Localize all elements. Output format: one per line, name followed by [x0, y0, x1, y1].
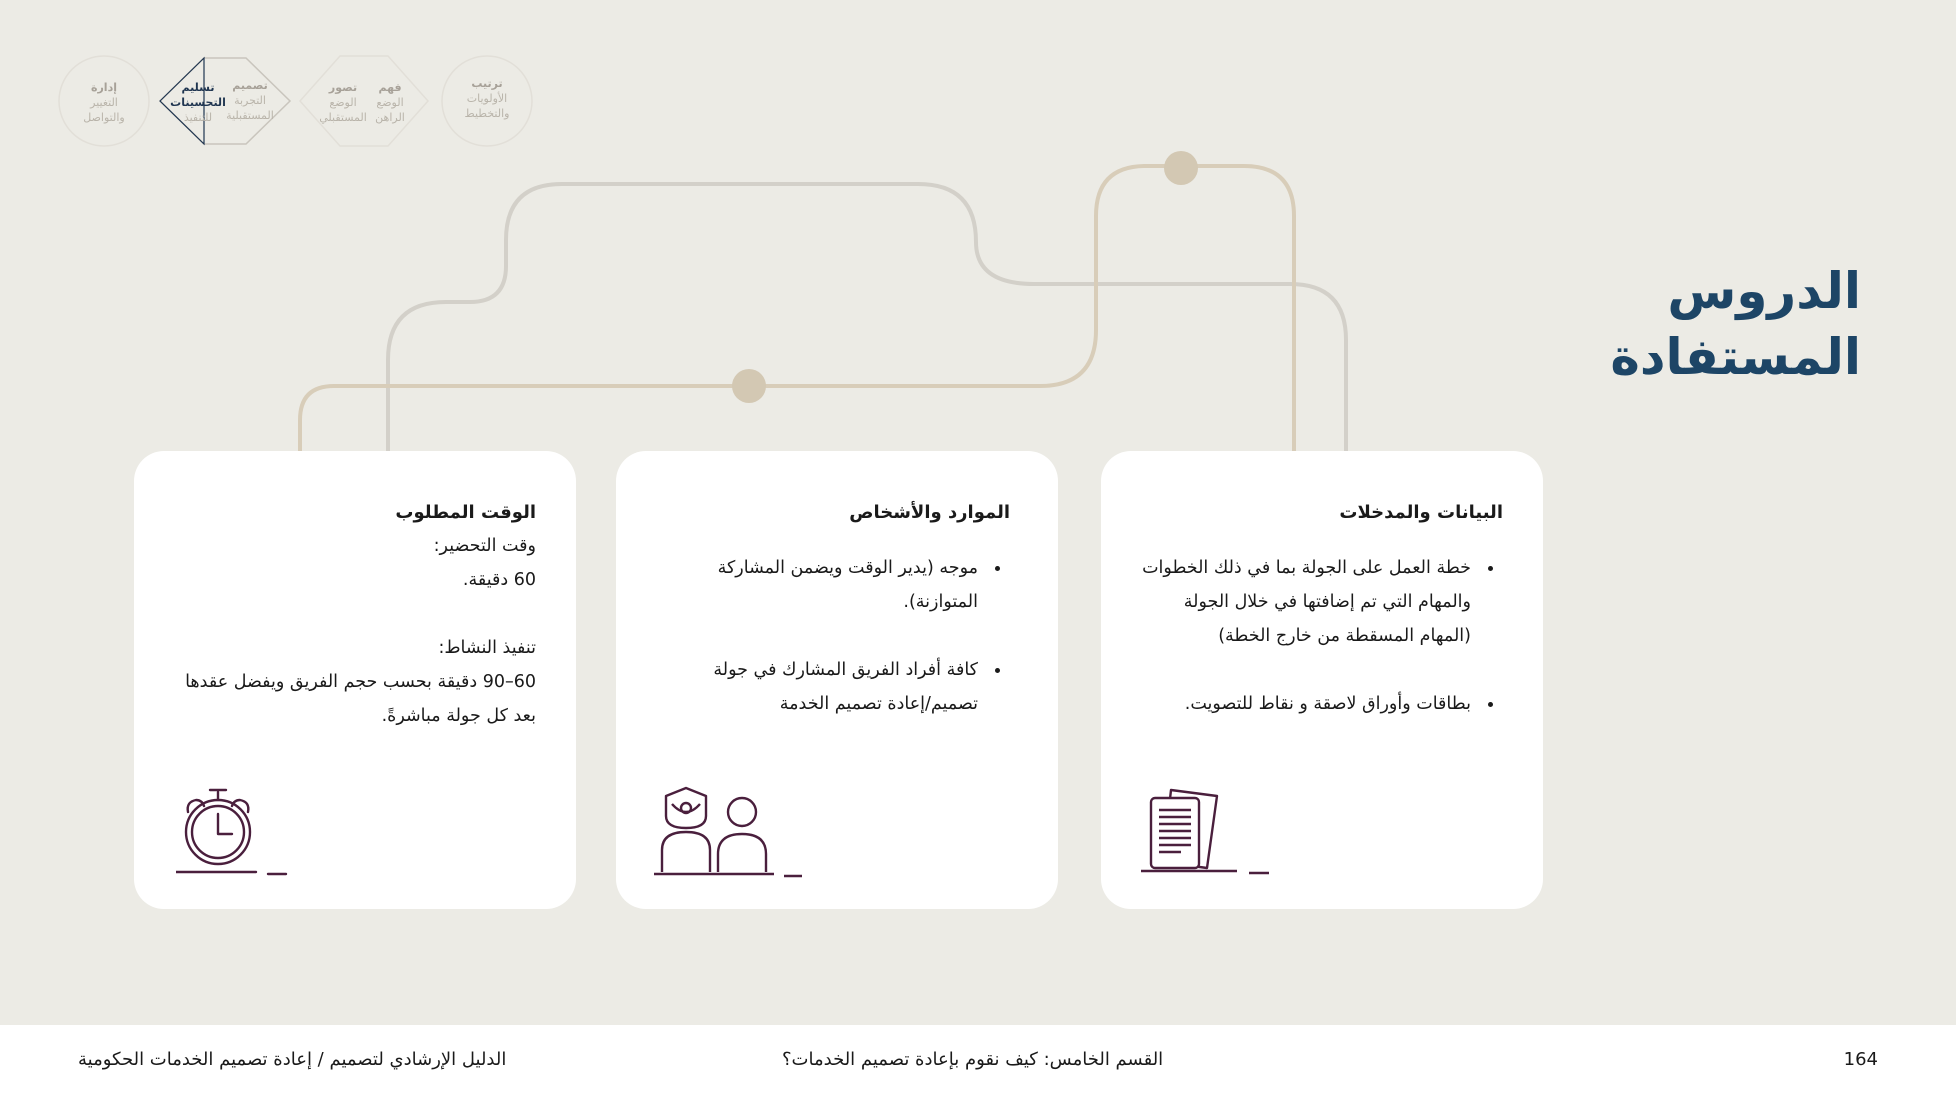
footer	[0, 1025, 1956, 1100]
footer-guide-title: الدليل الإرشادي لتصميم / إعادة تصميم الخدمات الحكومية	[78, 1049, 507, 1070]
card-data-inputs	[1101, 451, 1543, 909]
card-list	[1141, 551, 1503, 721]
grey-connector	[388, 184, 1346, 451]
prep-value: 60 دقيقة.	[462, 570, 536, 590]
documents-icon	[1141, 784, 1281, 879]
list-item: موجه (يدير الوقت ويضمن المشاركة المتوازنة).	[656, 551, 978, 619]
exec-value: 60–90 دقيقة بحسب حجم الفريق ويفضل عقدها بعد كل جولة مباشرةً.	[185, 672, 536, 726]
list-item: كافة أفراد الفريق المشارك في جولة تصميم/إعادة تصميم الخدمة	[656, 653, 978, 721]
nav-step-deliver[interactable]: تسليم التحسينات للتنفيذ	[170, 81, 226, 124]
card-list	[656, 551, 1010, 721]
card-title: الموارد والأشخاص	[849, 502, 1010, 523]
footer-section-title: القسم الخامس: كيف نقوم بإعادة تصميم الخدمات؟	[782, 1049, 1164, 1070]
card-title: البيانات والمدخلات	[1339, 502, 1503, 523]
card-title: الوقت المطلوب	[395, 502, 536, 523]
connector-dot	[1164, 151, 1198, 185]
nav-step-envision[interactable]: تصور الوضع المستقبلي	[319, 81, 367, 124]
page-title: الدروس المستفادة	[1610, 262, 1861, 386]
people-icon	[654, 784, 804, 879]
exec-label: تنفيذ النشاط:	[438, 638, 536, 658]
card-time-required	[134, 451, 576, 909]
list-item: بطاقات وأوراق لاصقة و نقاط للتصويت.	[1141, 687, 1471, 721]
card-resources-people	[616, 451, 1058, 909]
connector-dot	[732, 369, 766, 403]
nav-step-design[interactable]: تصميم التجربة المستقبلية	[226, 79, 274, 122]
prep-label: وقت التحضير:	[433, 536, 536, 556]
list-item: خطة العمل على الجولة بما في ذلك الخطوات والمهام التي تم إضافتها في خلال الجولة (المهام المسقطة من خارج الخطة)	[1141, 551, 1471, 653]
page-number: 164	[1843, 1049, 1878, 1070]
nav-step-change[interactable]: إدارة التغيير والتواصل	[83, 81, 125, 124]
nav-step-prioritize[interactable]: ترتيب الأولويات والتخطيط	[464, 77, 510, 120]
tan-connector	[300, 166, 1294, 451]
nav-step-understand[interactable]: فهم الوضع الراهن	[375, 81, 405, 124]
stopwatch-icon	[176, 784, 296, 879]
